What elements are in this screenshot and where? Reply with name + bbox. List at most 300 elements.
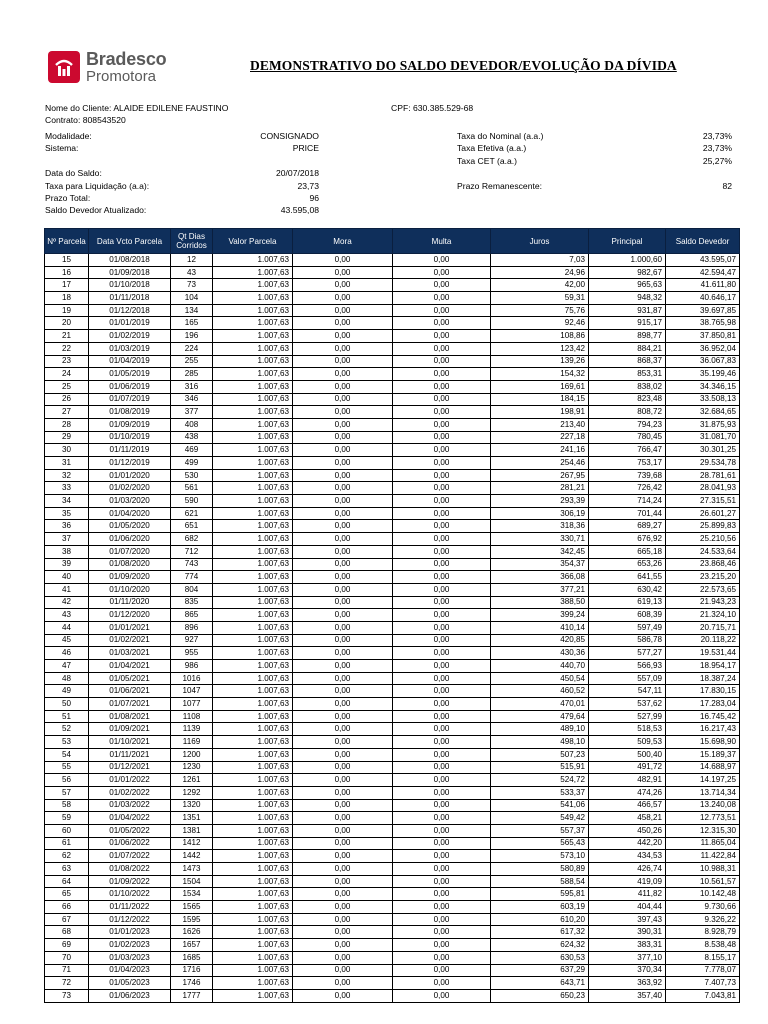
table-cell: 0,00	[393, 634, 491, 647]
table-cell: 383,31	[589, 939, 666, 952]
table-cell: 18	[45, 292, 89, 305]
table-row	[45, 812, 740, 825]
table-cell: 0,00	[293, 901, 393, 914]
table-row	[45, 939, 740, 952]
table-cell: 169,61	[491, 380, 589, 393]
table-row	[45, 761, 740, 774]
table-cell: 1.007,63	[213, 723, 293, 736]
table-cell: 31.081,70	[666, 431, 740, 444]
table-cell: 346	[171, 393, 213, 406]
table-cell: 35.199,46	[666, 368, 740, 381]
table-cell: 1.007,63	[213, 672, 293, 685]
table-cell: 0,00	[393, 317, 491, 330]
table-cell: 1169	[171, 736, 213, 749]
table-cell: 01/10/2021	[89, 736, 171, 749]
table-cell: 43	[171, 266, 213, 279]
detail-label: Sistema:	[45, 143, 79, 154]
table-cell: 541,06	[491, 799, 589, 812]
table-row	[45, 444, 740, 457]
detail-value: 23,73	[297, 180, 319, 191]
table-cell: 01/04/2020	[89, 507, 171, 520]
table-cell: 01/04/2022	[89, 812, 171, 825]
table-cell: 39.697,85	[666, 304, 740, 317]
table-cell: 1442	[171, 850, 213, 863]
table-cell: 1.007,63	[213, 926, 293, 939]
table-cell: 0,00	[293, 355, 393, 368]
table-cell: 408	[171, 418, 213, 431]
table-cell: 530	[171, 469, 213, 482]
table-row	[45, 951, 740, 964]
table-row	[45, 989, 740, 1002]
table-cell: 213,40	[491, 418, 589, 431]
table-cell: 0,00	[293, 520, 393, 533]
bradesco-tree-icon	[48, 51, 80, 83]
table-row	[45, 609, 740, 622]
contract-line	[45, 114, 126, 126]
table-row	[45, 672, 740, 685]
table-cell: 0,00	[393, 583, 491, 596]
table-cell: 19	[45, 304, 89, 317]
table-cell: 38.765,98	[666, 317, 740, 330]
table-cell: 01/12/2019	[89, 457, 171, 470]
table-cell: 0,00	[393, 964, 491, 977]
table-cell: 01/12/2018	[89, 304, 171, 317]
table-row	[45, 888, 740, 901]
table-cell: 15.189,37	[666, 748, 740, 761]
table-cell: 0,00	[393, 901, 491, 914]
table-row	[45, 457, 740, 470]
table-cell: 1473	[171, 863, 213, 876]
table-cell: 29.534,78	[666, 457, 740, 470]
table-cell: 0,00	[293, 469, 393, 482]
table-cell: 0,00	[393, 330, 491, 343]
table-cell: 1.007,63	[213, 812, 293, 825]
table-cell: 0,00	[393, 875, 491, 888]
table-cell: 1.007,63	[213, 330, 293, 343]
table-cell: 1.007,63	[213, 393, 293, 406]
table-cell: 20.715,71	[666, 621, 740, 634]
table-cell: 0,00	[393, 304, 491, 317]
table-cell: 1.007,63	[213, 786, 293, 799]
table-cell: 557,37	[491, 824, 589, 837]
table-cell: 01/01/2021	[89, 621, 171, 634]
table-cell: 0,00	[393, 698, 491, 711]
table-cell: 23.868,46	[666, 558, 740, 571]
table-cell: 0,00	[293, 254, 393, 267]
table-cell: 0,00	[293, 913, 393, 926]
table-cell: 573,10	[491, 850, 589, 863]
table-cell: 565,43	[491, 837, 589, 850]
table-cell: 0,00	[293, 863, 393, 876]
table-cell: 780,45	[589, 431, 666, 444]
table-cell: 15.698,90	[666, 736, 740, 749]
table-cell: 1.007,63	[213, 875, 293, 888]
table-cell: 0,00	[393, 989, 491, 1002]
table-row	[45, 292, 740, 305]
column-header: Saldo Devedor	[666, 229, 740, 254]
table-cell: 0,00	[293, 304, 393, 317]
table-cell: 224	[171, 342, 213, 355]
table-cell: 59,31	[491, 292, 589, 305]
table-cell: 1.007,63	[213, 939, 293, 952]
table-cell: 561	[171, 482, 213, 495]
table-cell: 1.007,63	[213, 495, 293, 508]
table-cell: 7.043,81	[666, 989, 740, 1002]
table-cell: 865	[171, 609, 213, 622]
table-cell: 12.315,30	[666, 824, 740, 837]
table-cell: 53	[45, 736, 89, 749]
table-row	[45, 545, 740, 558]
table-cell: 1.007,63	[213, 355, 293, 368]
table-cell: 518,53	[589, 723, 666, 736]
table-cell: 30	[45, 444, 89, 457]
table-cell: 1.007,63	[213, 888, 293, 901]
rate-value: 25,27%	[702, 155, 732, 166]
rate-value: 23,73%	[702, 143, 732, 154]
table-cell: 01/05/2021	[89, 672, 171, 685]
table-cell: 1.007,63	[213, 304, 293, 317]
table-cell: 537,62	[589, 698, 666, 711]
table-row	[45, 774, 740, 787]
table-cell: 0,00	[293, 571, 393, 584]
table-cell: 1.007,63	[213, 837, 293, 850]
table-cell: 624,32	[491, 939, 589, 952]
table-header-row	[45, 229, 740, 254]
table-cell: 1.007,63	[213, 266, 293, 279]
table-cell: 0,00	[393, 444, 491, 457]
table-cell: 491,72	[589, 761, 666, 774]
table-row	[45, 279, 740, 292]
table-cell: 637,29	[491, 964, 589, 977]
detail-label: Taxa para Liquidação (a.a):	[45, 180, 150, 191]
table-cell: 0,00	[293, 418, 393, 431]
table-cell: 01/06/2021	[89, 685, 171, 698]
table-cell: 330,71	[491, 533, 589, 546]
table-cell: 1200	[171, 748, 213, 761]
table-cell: 0,00	[293, 989, 393, 1002]
table-cell: 01/02/2019	[89, 330, 171, 343]
table-cell: 619,13	[589, 596, 666, 609]
table-cell: 0,00	[393, 292, 491, 305]
table-cell: 1.007,63	[213, 558, 293, 571]
table-cell: 1.007,63	[213, 799, 293, 812]
table-cell: 71	[45, 964, 89, 977]
table-cell: 1.007,63	[213, 317, 293, 330]
table-cell: 0,00	[393, 279, 491, 292]
table-cell: 33	[45, 482, 89, 495]
table-cell: 982,67	[589, 266, 666, 279]
table-cell: 1.007,63	[213, 533, 293, 546]
table-cell: 701,44	[589, 507, 666, 520]
column-header: Principal	[589, 229, 666, 254]
table-cell: 1.007,63	[213, 482, 293, 495]
table-cell: 24	[45, 368, 89, 381]
table-row	[45, 571, 740, 584]
table-cell: 1.007,63	[213, 444, 293, 457]
table-cell: 898,77	[589, 330, 666, 343]
table-cell: 1.007,63	[213, 710, 293, 723]
table-cell: 01/10/2022	[89, 888, 171, 901]
table-cell: 0,00	[293, 545, 393, 558]
table-cell: 0,00	[293, 875, 393, 888]
table-cell: 28	[45, 418, 89, 431]
table-cell: 0,00	[393, 621, 491, 634]
table-cell: 1.007,63	[213, 977, 293, 990]
table-row	[45, 558, 740, 571]
table-cell: 19.531,44	[666, 647, 740, 660]
table-cell: 0,00	[293, 317, 393, 330]
table-cell: 580,89	[491, 863, 589, 876]
table-cell: 01/02/2023	[89, 939, 171, 952]
table-cell: 1.007,63	[213, 507, 293, 520]
table-row	[45, 698, 740, 711]
table-cell: 01/01/2022	[89, 774, 171, 787]
column-header: Valor Parcela	[213, 229, 293, 254]
table-row	[45, 406, 740, 419]
table-cell: 366,08	[491, 571, 589, 584]
table-cell: 1.007,63	[213, 748, 293, 761]
table-cell: 507,23	[491, 748, 589, 761]
detail-label: Modalidade:	[45, 131, 92, 141]
table-cell: 388,50	[491, 596, 589, 609]
table-cell: 42.594,47	[666, 266, 740, 279]
table-cell: 643,71	[491, 977, 589, 990]
table-cell: 630,53	[491, 951, 589, 964]
table-cell: 466,57	[589, 799, 666, 812]
table-cell: 524,72	[491, 774, 589, 787]
table-cell: 377	[171, 406, 213, 419]
table-cell: 39	[45, 558, 89, 571]
table-cell: 689,27	[589, 520, 666, 533]
table-cell: 01/09/2018	[89, 266, 171, 279]
table-cell: 27.315,51	[666, 495, 740, 508]
installments-table	[44, 228, 740, 1003]
table-cell: 316	[171, 380, 213, 393]
table-cell: 37.850,81	[666, 330, 740, 343]
table-cell: 01/11/2019	[89, 444, 171, 457]
table-cell: 139,26	[491, 355, 589, 368]
table-cell: 0,00	[293, 647, 393, 660]
table-cell: 0,00	[293, 660, 393, 673]
table-cell: 1.007,63	[213, 621, 293, 634]
rate-value: 23,73%	[702, 131, 732, 141]
detail-value: PRICE	[292, 143, 319, 154]
table-cell: 0,00	[393, 609, 491, 622]
table-cell: 0,00	[393, 571, 491, 584]
table-row	[45, 647, 740, 660]
table-row	[45, 964, 740, 977]
table-cell: 1.007,63	[213, 774, 293, 787]
table-cell: 1626	[171, 926, 213, 939]
table-cell: 0,00	[293, 596, 393, 609]
table-cell: 01/11/2020	[89, 596, 171, 609]
table-row	[45, 330, 740, 343]
table-cell: 986	[171, 660, 213, 673]
table-row	[45, 799, 740, 812]
table-cell: 927	[171, 634, 213, 647]
table-row	[45, 393, 740, 406]
table-cell: 410,14	[491, 621, 589, 634]
table-cell: 509,53	[589, 736, 666, 749]
table-cell: 0,00	[293, 266, 393, 279]
table-row	[45, 685, 740, 698]
table-cell: 0,00	[393, 850, 491, 863]
table-cell: 0,00	[293, 431, 393, 444]
table-cell: 0,00	[293, 672, 393, 685]
table-cell: 390,31	[589, 926, 666, 939]
table-cell: 37	[45, 533, 89, 546]
table-cell: 397,43	[589, 913, 666, 926]
table-cell: 965,63	[589, 279, 666, 292]
cpf-label: CPF:	[391, 103, 411, 113]
table-row	[45, 660, 740, 673]
table-cell: 1.007,63	[213, 571, 293, 584]
table-cell: 676,92	[589, 533, 666, 546]
table-cell: 1534	[171, 888, 213, 901]
table-cell: 9.326,22	[666, 913, 740, 926]
column-header: Multa	[393, 229, 491, 254]
table-cell: 434,53	[589, 850, 666, 863]
table-row	[45, 368, 740, 381]
rate-value: 82	[722, 180, 732, 191]
table-cell: 853,31	[589, 368, 666, 381]
table-row	[45, 736, 740, 749]
table-cell: 1.007,63	[213, 406, 293, 419]
table-cell: 595,81	[491, 888, 589, 901]
table-cell: 13.714,34	[666, 786, 740, 799]
table-cell: 650,23	[491, 989, 589, 1002]
table-cell: 8.538,48	[666, 939, 740, 952]
table-cell: 342,45	[491, 545, 589, 558]
table-cell: 363,92	[589, 977, 666, 990]
table-cell: 0,00	[293, 748, 393, 761]
table-cell: 15	[45, 254, 89, 267]
table-cell: 24.533,64	[666, 545, 740, 558]
table-body	[45, 254, 740, 1003]
table-cell: 01/01/2020	[89, 469, 171, 482]
table-cell: 651	[171, 520, 213, 533]
table-cell: 0,00	[393, 596, 491, 609]
table-cell: 21	[45, 330, 89, 343]
table-cell: 1.007,63	[213, 850, 293, 863]
table-cell: 0,00	[393, 266, 491, 279]
table-cell: 0,00	[393, 469, 491, 482]
table-cell: 44	[45, 621, 89, 634]
table-cell: 835	[171, 596, 213, 609]
table-cell: 92,46	[491, 317, 589, 330]
table-cell: 515,91	[491, 761, 589, 774]
table-cell: 794,23	[589, 418, 666, 431]
table-cell: 469	[171, 444, 213, 457]
table-cell: 7.778,07	[666, 964, 740, 977]
table-cell: 60	[45, 824, 89, 837]
table-cell: 01/09/2021	[89, 723, 171, 736]
table-cell: 241,16	[491, 444, 589, 457]
table-cell: 470,01	[491, 698, 589, 711]
table-cell: 0,00	[293, 368, 393, 381]
table-cell: 0,00	[293, 685, 393, 698]
table-cell: 123,42	[491, 342, 589, 355]
table-cell: 01/03/2021	[89, 647, 171, 660]
table-cell: 42,00	[491, 279, 589, 292]
table-cell: 450,26	[589, 824, 666, 837]
table-cell: 01/07/2022	[89, 850, 171, 863]
column-header: Data Vcto Parcela	[89, 229, 171, 254]
table-cell: 21.324,10	[666, 609, 740, 622]
table-cell: 0,00	[393, 913, 491, 926]
table-cell: 41.611,80	[666, 279, 740, 292]
table-cell: 01/03/2022	[89, 799, 171, 812]
table-cell: 73	[45, 989, 89, 1002]
cpf-value: 630.385.529-68	[412, 103, 474, 113]
table-cell: 01/08/2020	[89, 558, 171, 571]
table-cell: 1320	[171, 799, 213, 812]
table-row	[45, 482, 740, 495]
table-cell: 1.007,63	[213, 292, 293, 305]
table-row	[45, 926, 740, 939]
table-cell: 7,03	[491, 254, 589, 267]
table-cell: 0,00	[393, 482, 491, 495]
table-row	[45, 533, 740, 546]
table-cell: 1595	[171, 913, 213, 926]
table-cell: 28.781,61	[666, 469, 740, 482]
table-row	[45, 837, 740, 850]
table-cell: 0,00	[293, 812, 393, 825]
table-cell: 26.601,27	[666, 507, 740, 520]
table-cell: 0,00	[393, 647, 491, 660]
table-cell: 0,00	[393, 863, 491, 876]
detail-value: 20/07/2018	[275, 168, 319, 179]
table-cell: 0,00	[293, 634, 393, 647]
table-cell: 370,34	[589, 964, 666, 977]
table-cell: 25.899,83	[666, 520, 740, 533]
table-cell: 12.773,51	[666, 812, 740, 825]
table-cell: 01/03/2020	[89, 495, 171, 508]
table-cell: 1016	[171, 672, 213, 685]
table-cell: 55	[45, 761, 89, 774]
table-cell: 01/04/2019	[89, 355, 171, 368]
table-cell: 0,00	[393, 406, 491, 419]
table-row	[45, 254, 740, 267]
table-cell: 23	[45, 355, 89, 368]
table-row	[45, 977, 740, 990]
bradesco-logo	[48, 50, 166, 84]
table-cell: 108,86	[491, 330, 589, 343]
table-cell: 0,00	[293, 482, 393, 495]
table-cell: 0,00	[393, 723, 491, 736]
table-cell: 566,93	[589, 660, 666, 673]
table-cell: 01/08/2021	[89, 710, 171, 723]
column-header: Nº Parcela	[45, 229, 89, 254]
table-cell: 0,00	[293, 799, 393, 812]
table-row	[45, 304, 740, 317]
table-cell: 1.007,63	[213, 469, 293, 482]
table-cell: 0,00	[293, 583, 393, 596]
table-cell: 0,00	[393, 418, 491, 431]
table-cell: 32	[45, 469, 89, 482]
table-cell: 10.988,31	[666, 863, 740, 876]
table-cell: 498,10	[491, 736, 589, 749]
table-cell: 955	[171, 647, 213, 660]
table-cell: 500,40	[589, 748, 666, 761]
table-cell: 0,00	[393, 812, 491, 825]
table-cell: 479,64	[491, 710, 589, 723]
table-cell: 1.007,63	[213, 736, 293, 749]
table-cell: 377,10	[589, 951, 666, 964]
table-cell: 0,00	[293, 837, 393, 850]
table-cell: 1.007,63	[213, 863, 293, 876]
table-cell: 1.007,63	[213, 380, 293, 393]
